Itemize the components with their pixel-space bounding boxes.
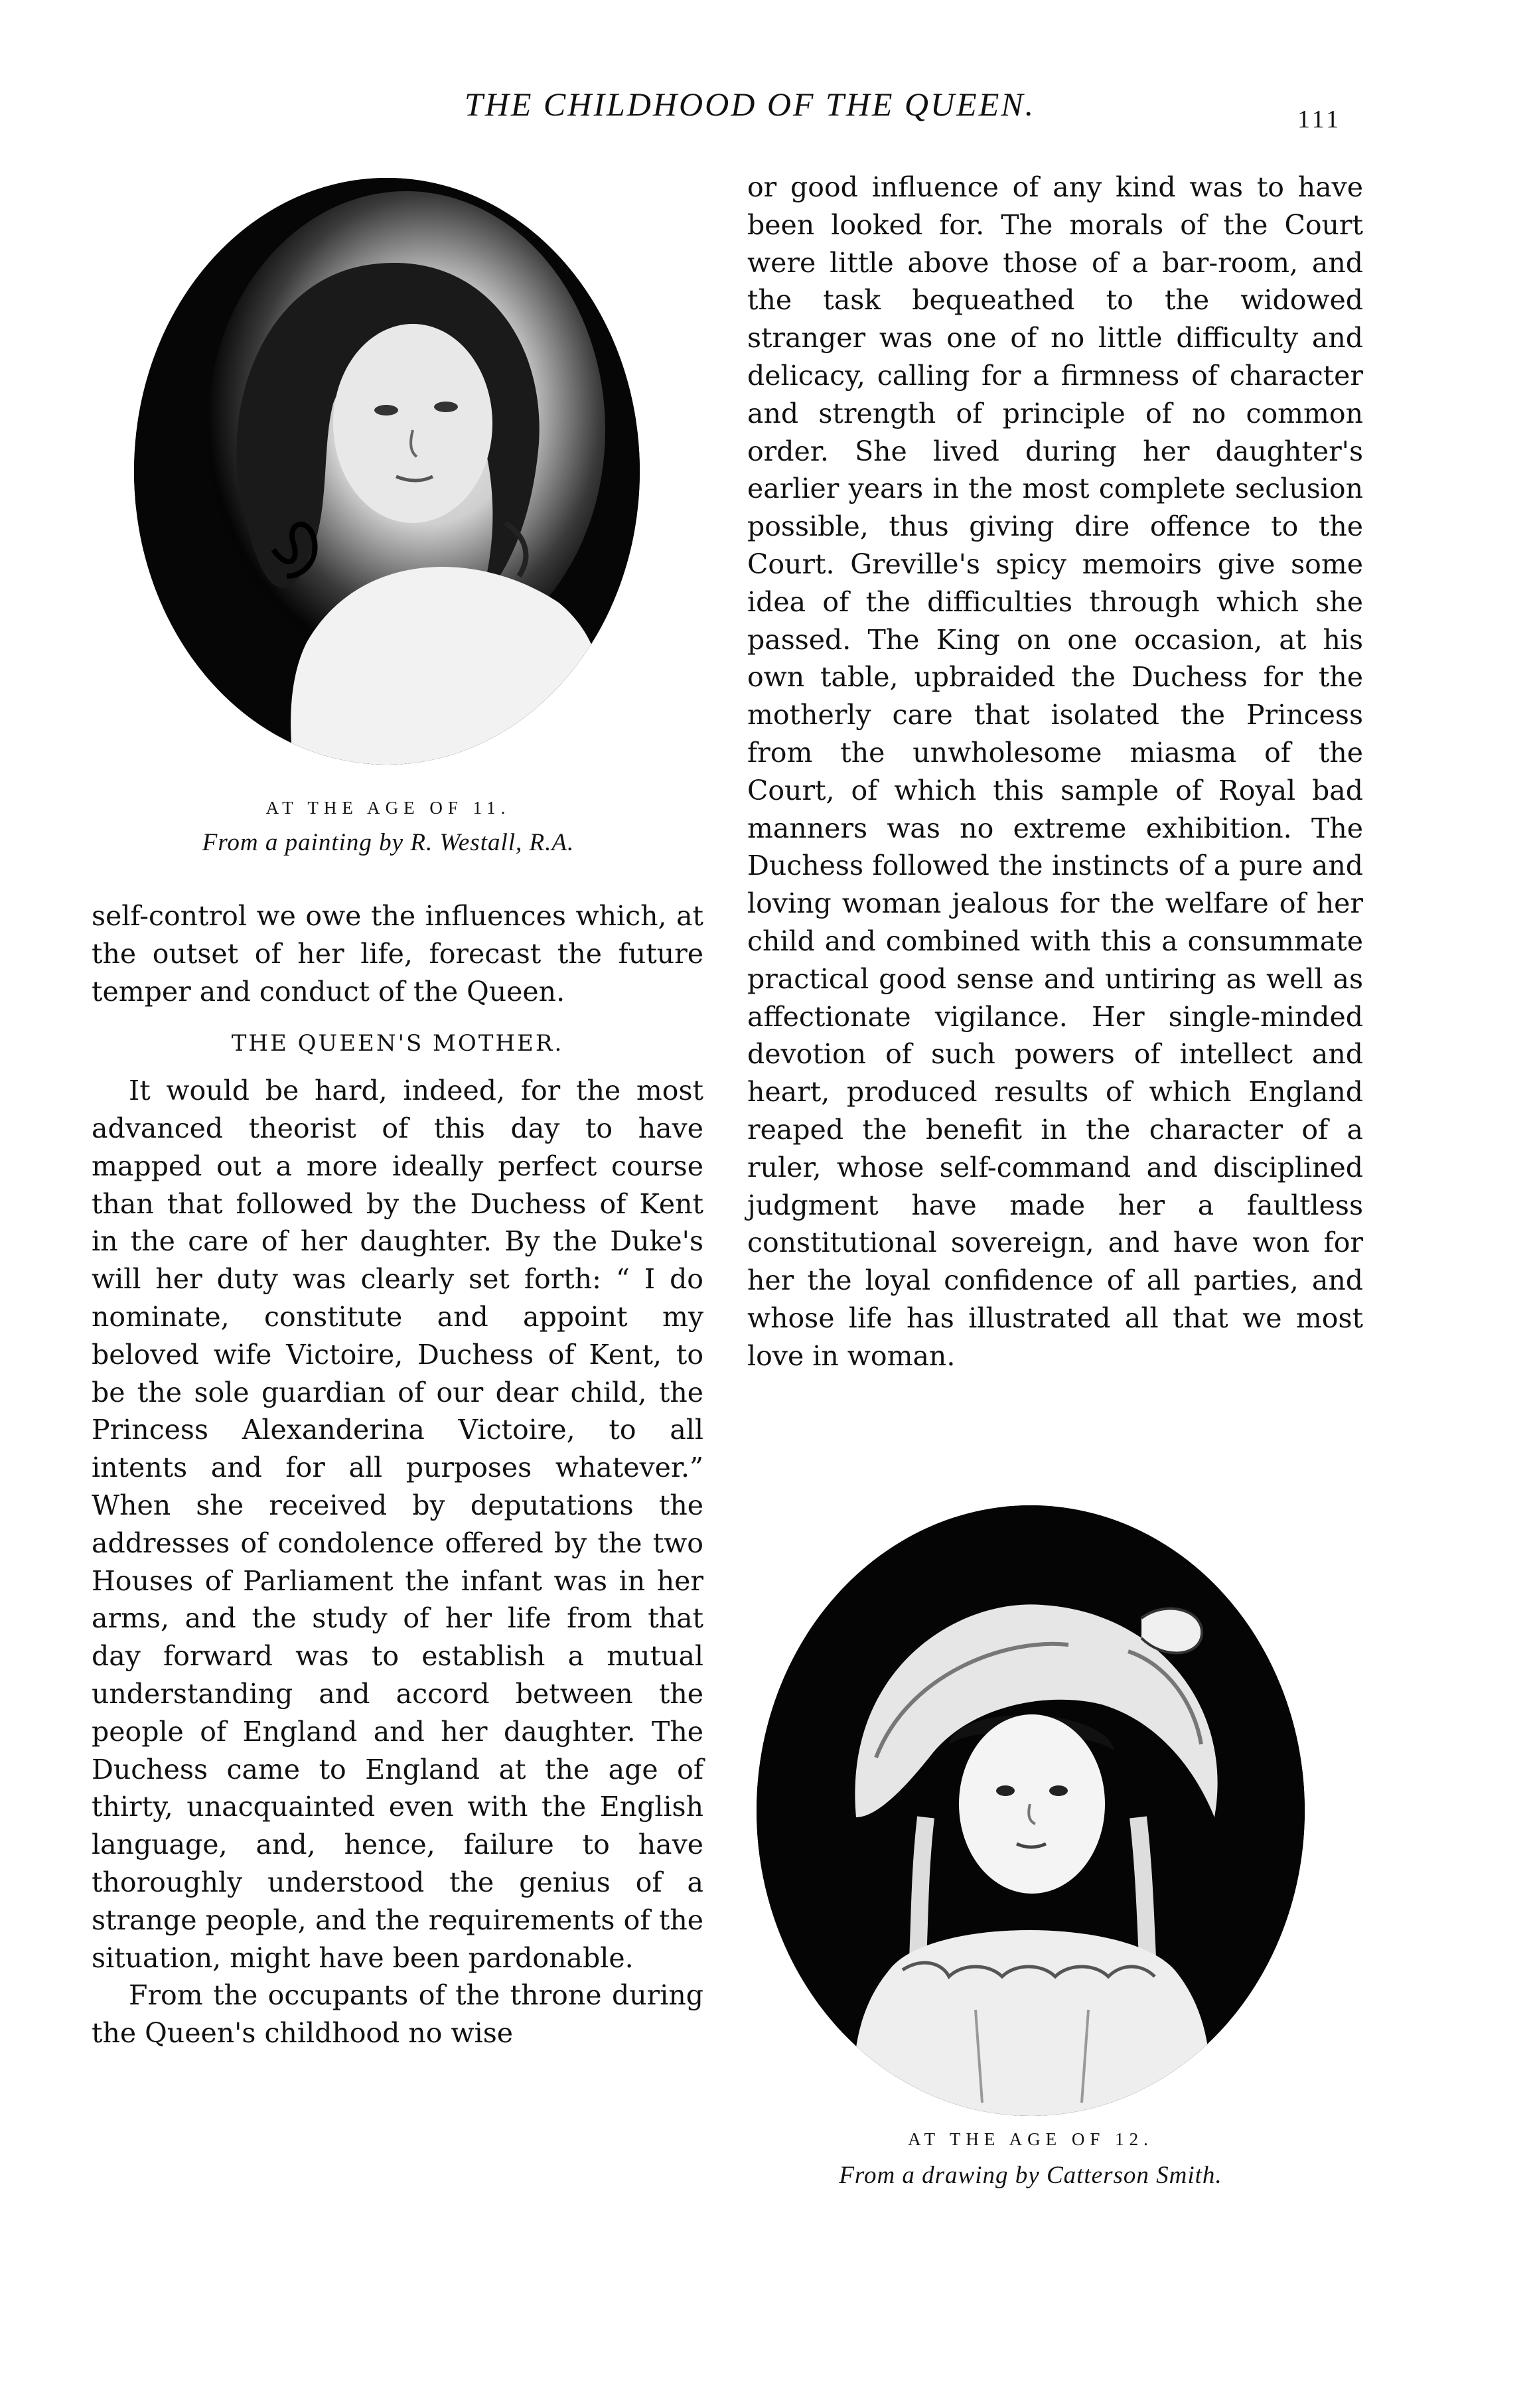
continued-paragraph: self-control we owe the influences which, at the outset of her life, forecast the future temper and conduct of the Queen.	[92, 900, 703, 1008]
page-number: 111	[1297, 106, 1342, 133]
portrait-1-caption-title: AT THE AGE OF 11.	[265, 798, 511, 818]
running-title: THE CHILDHOOD OF THE QUEEN.	[464, 86, 1036, 123]
body-paragraph: or good influence of any kind was to have been looked for. The morals of the Court were little above those of a bar-room, and the task bequeathed to the widowed stranger was one of no little difficulty and delicacy, calling for a firmness of character and strength of principle of no common order. She lived during her daughter's earlier years in the most complete seclusion possible, thus giving dire offence to the Court. Greville's spicy memoirs give some idea of the difficulties through which she passed. The King on one occasion, at his own table, upbraided the Duchess for the motherly care that isolated the Princess from the unwholesome miasma of the Court, of which this sample of Royal bad manners was no extreme exhibition. The Duchess followed the instincts of a pure and loving woman jealous for the welfare of her child and combined with this a consummate practical good sense and untiring as well as affectionate vigilance. Her single-minded devotion of such powers of intellect and heart, produced results of which England reaped the benefit in the character of a ruler, whose self-command and disciplined judgment have made her a faultless constitutional sovereign, and have won for her the loyal confidence of all parties, and whose life has illustrated all that we most love in woman.	[747, 171, 1363, 1372]
body-paragraph: It would be hard, indeed, for the most advanced theorist of this day to have mapped out a more ideally perfect course than that followed by the Duchess of Kent in the care of her daughter. By the Duke's will her duty was clearly set forth: “ I do nominate, constitute and appoint my beloved wife Victoire, Duchess of Kent, to be the sole guardian of our dear child, the Princess Alexanderina Victoire, to all intents and for all purposes whatever.” When she received by deputations the addresses of condolence offered by the two Houses of Parliament the infant was in her arms, and the study of her life from that day forward was to establish a mutual understanding and accord between the people of England and her daughter. The Duchess came to England at the age of thirty, unacquainted even with the English language, and, hence, failure to have thoroughly understood the genius of a strange people, and the requirements of the situation, might have been pardonable.	[92, 1075, 703, 1974]
section-heading: THE QUEEN'S MOTHER.	[231, 1030, 564, 1057]
left-text-column	[92, 897, 703, 2052]
portrait-age-11-illustration	[134, 178, 640, 765]
portrait-2-caption-title: AT THE AGE OF 12.	[908, 2129, 1153, 2149]
portrait-age-12-illustration	[757, 1505, 1305, 2116]
portrait-2-caption-credit: From a drawing by Catterson Smith.	[839, 2162, 1222, 2189]
portrait-1-caption-credit: From a painting by R. Westall, R.A.	[202, 829, 575, 856]
body-paragraph: From the occupants of the throne during the Queen's childhood no wise	[92, 1979, 703, 2050]
right-text-column	[747, 169, 1363, 1375]
